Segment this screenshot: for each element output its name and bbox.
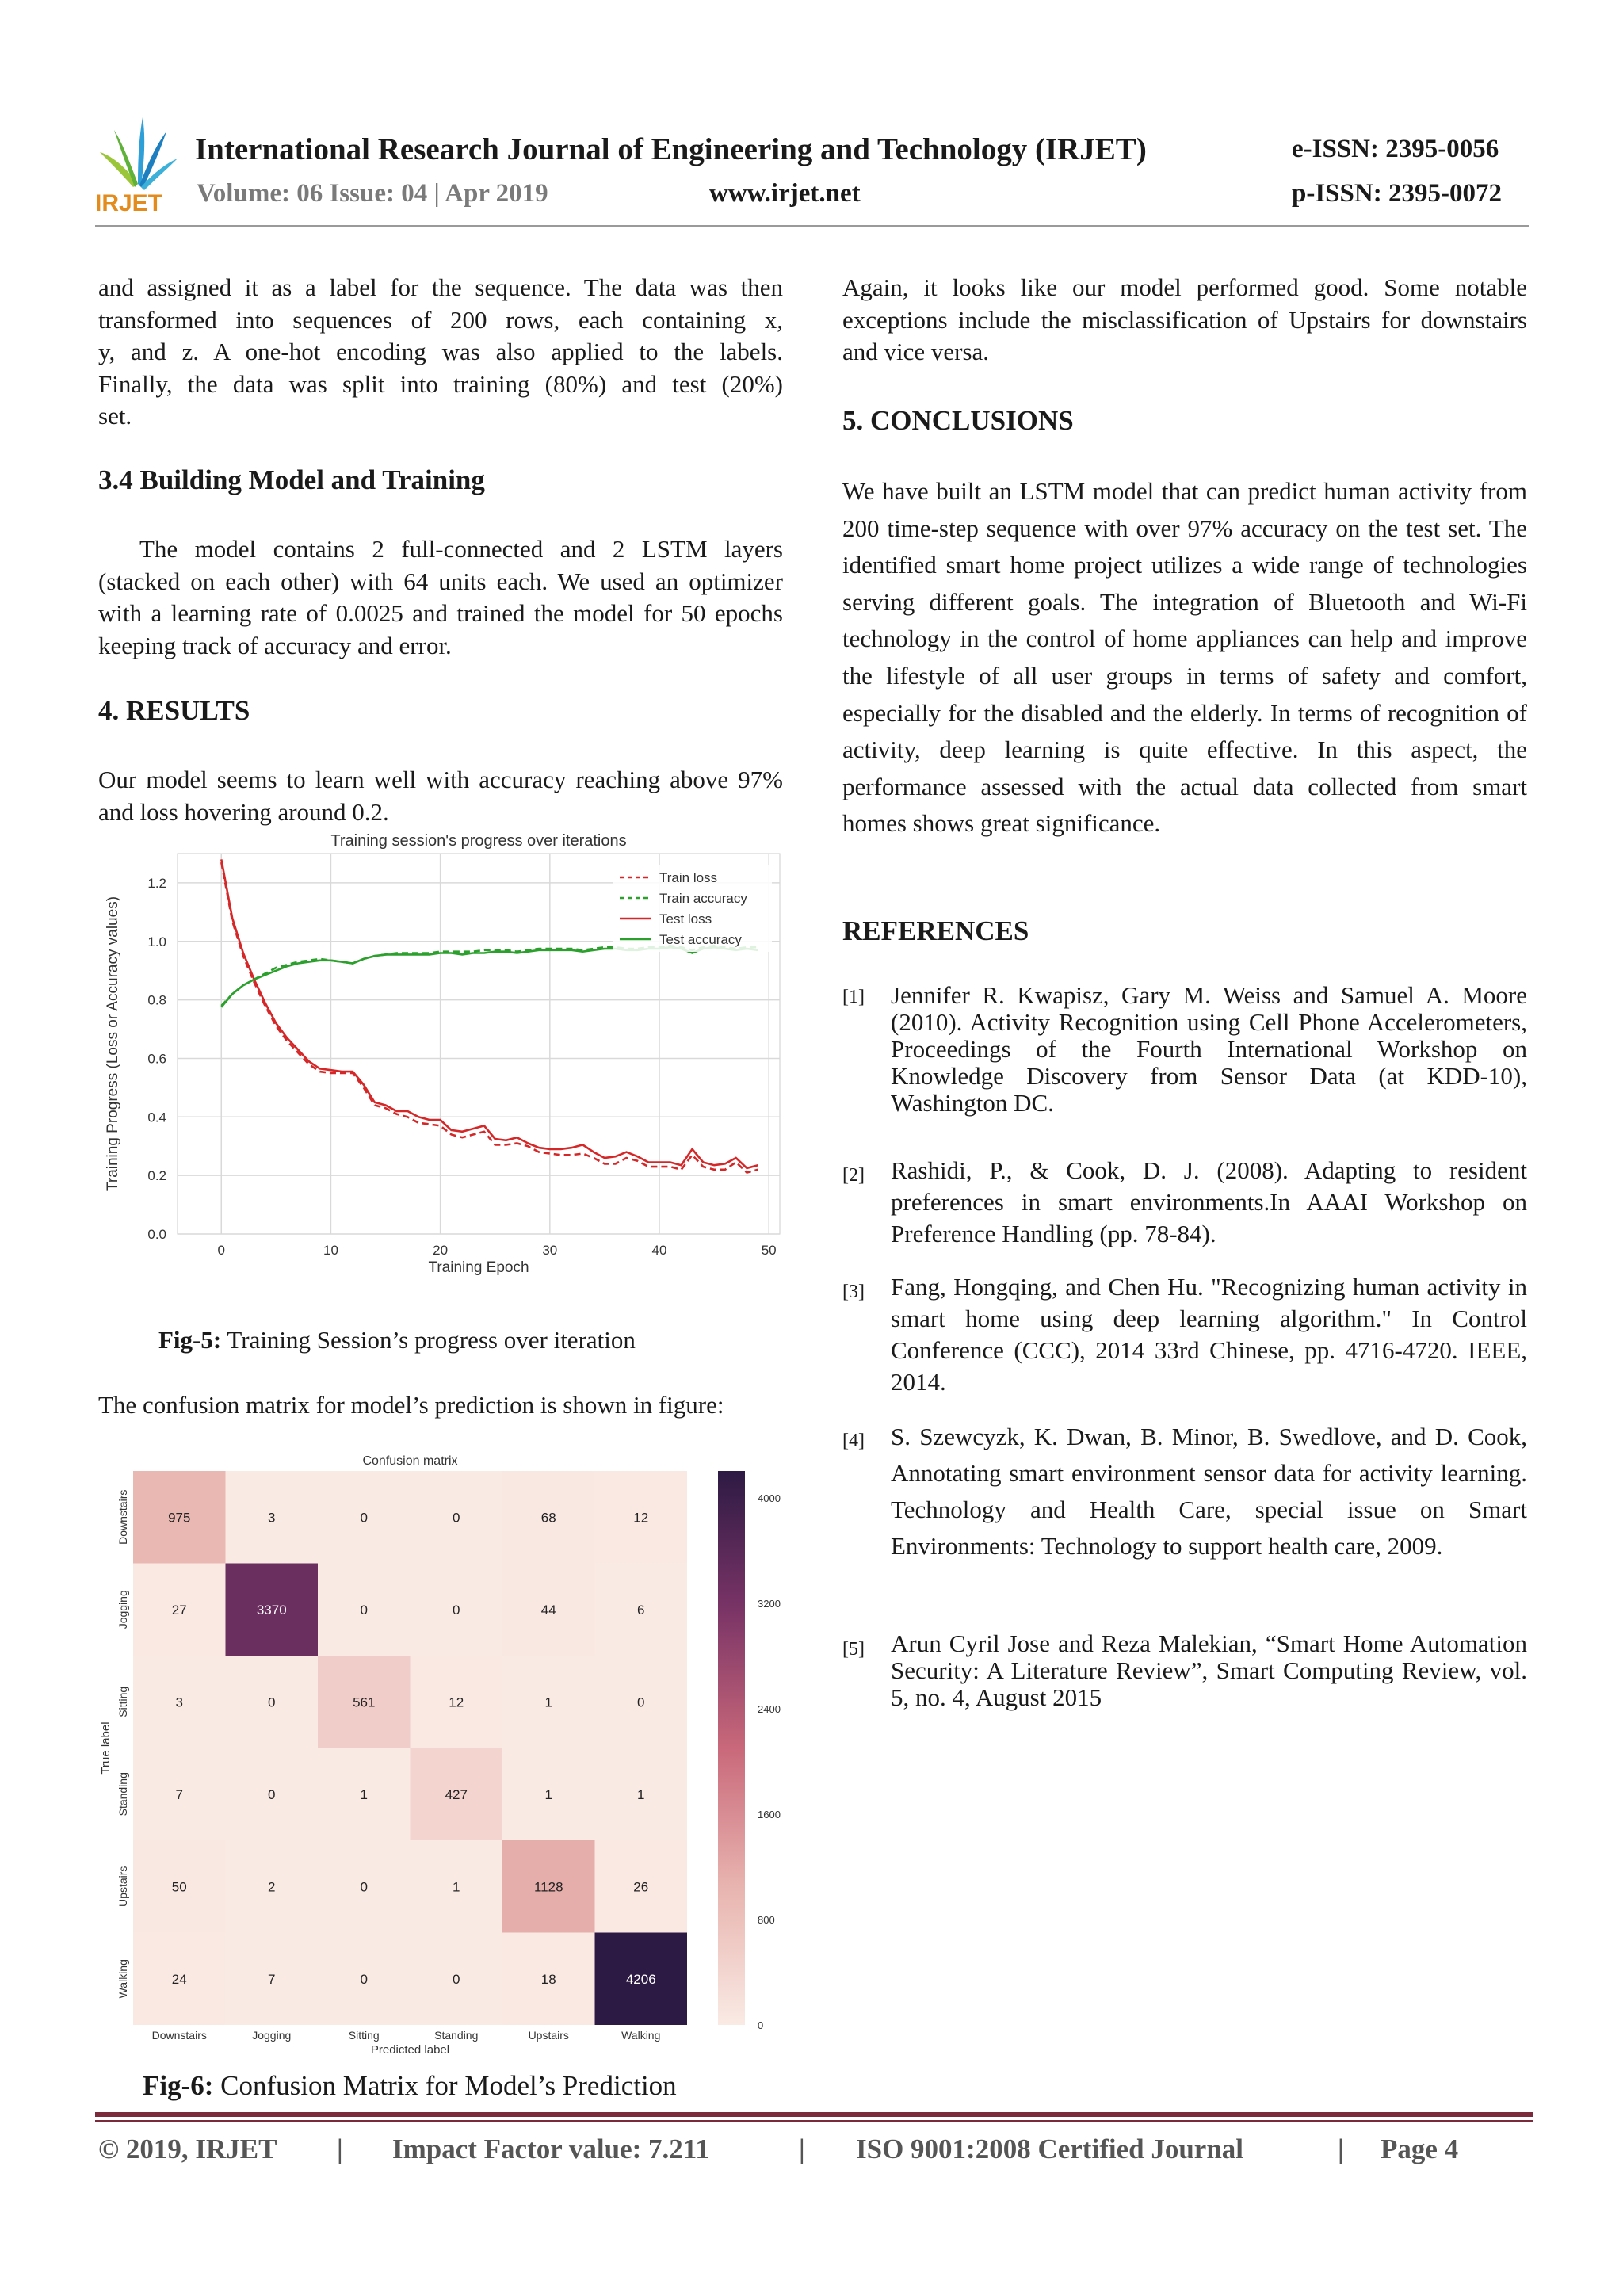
footer-iso: ISO 9001:2008 Certified Journal <box>856 2134 1244 2164</box>
row-label: Standing <box>116 1772 129 1817</box>
section-4-text: Our model seems to learn well with accuracy reaching above 97% and loss hovering around 0.2. <box>98 766 783 826</box>
y-tick-label: 0.4 <box>147 1110 166 1125</box>
cell-value: 50 <box>171 1879 187 1895</box>
references-heading: REFERENCES <box>842 915 1029 946</box>
cell-value: 0 <box>268 1786 276 1802</box>
x-tick-label: 50 <box>761 1243 777 1258</box>
cell-value: 2 <box>268 1879 276 1895</box>
cell-value: 0 <box>453 1510 460 1526</box>
row-label: Upstairs <box>116 1866 129 1907</box>
colorbar-tick-label: 0 <box>758 2019 764 2031</box>
training-progress-chart <box>95 828 792 1320</box>
footer-impact-factor: Impact Factor value: 7.211 <box>392 2134 709 2164</box>
colorbar-tick-label: 2400 <box>758 1703 781 1716</box>
cell-value: 975 <box>168 1510 191 1526</box>
cell-value: 1 <box>453 1879 460 1895</box>
reference-number: [3] <box>842 1282 865 1302</box>
footer-divider-thin <box>95 2120 1533 2122</box>
y-axis-label: True label <box>99 1721 113 1775</box>
reference-item: Arun Cyril Jose and Reza Malekian, “Smart Home Automation Security: A Literature Review”, Smart Computing Review, vol. 5, no. 4, August 2015 <box>891 1629 1527 1711</box>
y-tick-label: 0.8 <box>147 992 166 1008</box>
legend-label: Train loss <box>659 870 718 885</box>
x-axis-label: Training Epoch <box>428 1259 529 1276</box>
y-tick-label: 0.2 <box>147 1168 166 1184</box>
footer-separator: | <box>799 2134 805 2164</box>
heatmap-title: Confusion matrix <box>362 1454 458 1468</box>
cell-value: 0 <box>453 1971 460 1987</box>
cell-value: 44 <box>540 1602 556 1618</box>
intro-line: y, and z. A one-hot encoding was also applied to the labels. <box>98 338 783 365</box>
section-4-heading: 4. RESULTS <box>98 695 250 726</box>
cell-value: 18 <box>540 1971 556 1987</box>
section-5-heading: 5. CONCLUSIONS <box>842 405 1074 436</box>
fig5-label: Fig-5: <box>158 1326 222 1354</box>
volume-info: Volume: 06 Issue: 04 | Apr 2019 <box>197 179 548 208</box>
y-tick-label: 0.0 <box>147 1227 166 1242</box>
colorbar-tick-label: 1600 <box>758 1809 781 1821</box>
reference-number: [5] <box>842 1639 865 1660</box>
legend-label: Test loss <box>659 911 712 926</box>
column-label: Downstairs <box>151 2029 207 2042</box>
confusion-matrix-chart <box>95 1450 781 2069</box>
row-label: Walking <box>116 1959 129 1999</box>
cell-value: 3370 <box>256 1602 287 1618</box>
cell-value: 0 <box>360 1971 368 1987</box>
fig6-caption-text: Confusion Matrix for Model’s Prediction <box>213 2070 677 2101</box>
p-issn: p-ISSN: 2395-0072 <box>1292 179 1502 208</box>
logo-leaves-icon <box>100 117 178 190</box>
irjet-logo <box>94 111 182 214</box>
y-axis-label: Training Progress (Loss or Accuracy values) <box>105 896 121 1192</box>
column-label: Jogging <box>252 2029 292 2042</box>
footer-separator: | <box>337 2134 343 2164</box>
section-5-text: We have built an LSTM model that can predict human activity from 200 time-step sequence with over 97% accuracy on the test set. The identified smart home project utilizes a wide range of technologies serving different goals. The integration of Bluetooth and Wi-Fi technology in the control of home appliances can help and improve the lifestyle of all user groups in terms of safety and comfort, especially for the disabled and the elderly. In terms of recognition of activity, deep learning is quite effective. In this aspect, the performance assessed with the actual data collected from smart homes shows great significance. <box>842 477 1527 838</box>
cell-value: 427 <box>445 1786 468 1802</box>
cell-value: 1 <box>360 1786 368 1802</box>
intro-line: transformed into sequences of 200 rows, each containing x, <box>98 305 783 334</box>
confusion-intro: The confusion matrix for model’s prediction is shown in figure: <box>98 1391 724 1419</box>
footer-separator: | <box>1338 2134 1344 2164</box>
cell-value: 27 <box>171 1602 187 1618</box>
cell-value: 7 <box>268 1971 276 1987</box>
x-tick-label: 40 <box>651 1243 667 1258</box>
x-tick-label: 10 <box>323 1243 338 1258</box>
intro-line: and assigned it as a label for the sequence. The data was then <box>98 273 783 301</box>
y-tick-label: 1.2 <box>147 875 166 891</box>
intro-line: Finally, the data was split into training (80%) and test (20%) <box>98 369 783 398</box>
cell-value: 24 <box>171 1971 187 1987</box>
journal-website[interactable]: www.irjet.net <box>709 179 861 208</box>
legend-label: Train accuracy <box>659 891 747 906</box>
section-3-4-heading: 3.4 Building Model and Training <box>98 464 485 495</box>
header-divider <box>95 225 1529 227</box>
cell-value: 12 <box>633 1510 649 1526</box>
reference-item: S. Szewcyzk, K. Dwan, B. Minor, B. Swedlove, and D. Cook, Annotating smart environment sensor data for activity learning. Technology and Health Care, special issue on Smart Environments: Technology to support health care, 2009. <box>891 1423 1527 1560</box>
column-label: Standing <box>434 2029 479 2042</box>
fig6-label: Fig-6: <box>143 2070 214 2101</box>
chart-title: Training session's progress over iterations <box>330 832 627 850</box>
cell-value: 12 <box>449 1694 464 1710</box>
section-3-4-text: The model contains 2 full-connected and 2 LSTM layers (stacked on each other) with 64 units each. We used an optimizer with a learning rate of 0.0025 and trained the model for 50 epochs keeping track of accuracy and error. <box>98 535 783 659</box>
y-tick-label: 0.6 <box>147 1051 166 1067</box>
fig5-caption-text: Training Session’s progress over iteration <box>221 1326 636 1354</box>
x-tick-label: 30 <box>542 1243 558 1258</box>
column-label: Sitting <box>348 2029 380 2042</box>
svg-text:IRJET: IRJET <box>95 190 163 216</box>
cell-value: 0 <box>268 1694 276 1710</box>
footer-copyright: © 2019, IRJET <box>98 2134 277 2164</box>
journal-title: International Research Journal of Engineering and Technology (IRJET) <box>195 132 1147 166</box>
cell-value: 4206 <box>625 1971 656 1987</box>
cell-value: 6 <box>637 1602 645 1618</box>
x-tick-label: 20 <box>433 1243 449 1258</box>
cell-value: 3 <box>268 1510 276 1526</box>
colorbar-tick-label: 800 <box>758 1914 775 1927</box>
cell-value: 1128 <box>533 1879 563 1895</box>
cell-value: 1 <box>637 1786 645 1802</box>
row-label: Downstairs <box>116 1489 129 1545</box>
row-label: Jogging <box>116 1590 129 1629</box>
footer-divider <box>95 2112 1533 2117</box>
cell-value: 1 <box>544 1694 552 1710</box>
reference-number: [4] <box>842 1431 865 1451</box>
colorbar <box>718 1471 745 2025</box>
cell-value: 3 <box>175 1694 183 1710</box>
legend-label: Test accuracy <box>659 932 742 947</box>
cell-value: 0 <box>637 1694 645 1710</box>
cell-value: 68 <box>540 1510 556 1526</box>
right-intro-paragraph: Again, it looks like our model performed good. Some notable exceptions include the misclassification of Upstairs for downstairs and vice versa. <box>842 273 1527 365</box>
y-tick-label: 1.0 <box>147 934 166 949</box>
cell-value: 0 <box>453 1602 460 1618</box>
reference-number: [2] <box>842 1165 865 1186</box>
cell-value: 7 <box>175 1786 183 1802</box>
x-axis-label: Predicted label <box>370 2043 450 2057</box>
intro-line: set. <box>98 402 132 430</box>
cell-value: 0 <box>360 1510 368 1526</box>
intro-paragraph <box>98 272 783 433</box>
cell-value: 1 <box>544 1786 552 1802</box>
column-label: Upstairs <box>528 2029 569 2042</box>
column-label: Walking <box>621 2029 661 2042</box>
e-issn: e-ISSN: 2395-0056 <box>1292 135 1499 163</box>
colorbar-tick-label: 3200 <box>758 1598 781 1610</box>
cell-value: 0 <box>360 1602 368 1618</box>
cell-value: 561 <box>353 1694 376 1710</box>
colorbar-tick-label: 4000 <box>758 1492 781 1505</box>
reference-item: Fang, Hongqing, and Chen Hu. "Recognizing human activity in smart home using deep learning algorithm." In Control Conference (CCC), 2014 33rd Chinese, pp. 4716-4720. IEEE, 2014. <box>891 1273 1527 1396</box>
fig5-caption <box>158 1326 636 1354</box>
cell-value: 0 <box>360 1879 368 1895</box>
cell-value: 26 <box>633 1879 649 1895</box>
x-tick-label: 0 <box>217 1243 226 1258</box>
footer-page-number: Page 4 <box>1381 2134 1459 2164</box>
reference-item: Rashidi, P., & Cook, D. J. (2008). Adapting to resident preferences in smart environments.In AAAI Workshop on Preference Handling (pp. 78-84). <box>891 1156 1527 1247</box>
row-label: Sitting <box>116 1686 129 1717</box>
reference-item: Jennifer R. Kwapisz, Gary M. Weiss and Samuel A. Moore (2010). Activity Recognition using Cell Phone Accelerometers, Proceedings of the Fourth International Workshop on Knowledge Discovery from Sensor Data (at KDD-10), Washington DC. <box>891 981 1527 1117</box>
reference-number: [1] <box>842 987 865 1007</box>
fig6-caption <box>143 2070 677 2102</box>
